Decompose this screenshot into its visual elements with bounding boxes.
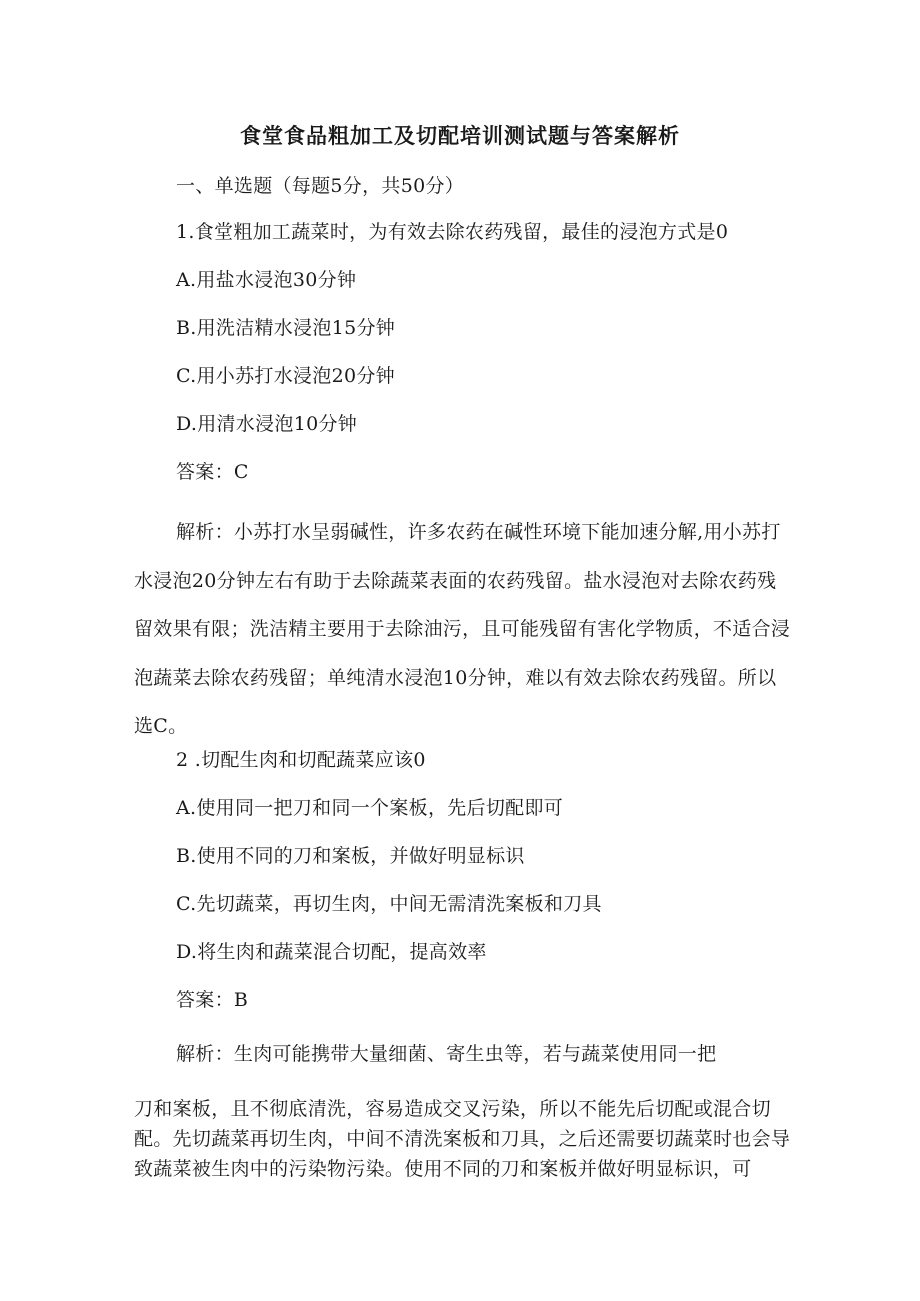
question-1-explanation: 解析：小苏打水呈弱碱性，许多农药在碱性环境下能加速分解,用小苏打水浸泡20分钟左右有助于去除蔬菜表面的农药残留。盐水浸泡对去除农药残留效果有限；洗洁精主要用于去除油污，且可能残留有害化学物质，不适合浸泡蔬菜去除农药残留；单纯清水浸泡10分钟，难以有效去除农药残留。所以选C。 <box>134 521 791 737</box>
question-2: 2 .切配生肉和切配蔬菜应该0 <box>176 749 426 771</box>
question-1-option-a: A.用盐水浸泡30分钟 <box>176 269 357 291</box>
page-title: 食堂食品粗加工及切配培训测试题与答案解析 <box>240 123 680 148</box>
question-1: 1.食堂粗加工蔬菜时，为有效去除农药残留，最佳的浸泡方式是0 <box>176 221 729 243</box>
question-1-option-c: C.用小苏打水浸泡20分钟 <box>176 365 395 387</box>
question-1-answer: 答案：C <box>176 461 249 483</box>
question-2-option-c: C.先切蔬菜，再切生肉，中间无需清洗案板和刀具 <box>176 893 602 915</box>
question-2-explanation-first-line: 解析：生肉可能携带大量细菌、寄生虫等，若与蔬菜使用同一把 <box>176 1043 717 1065</box>
question-2-option-d: D.将生肉和蔬菜混合切配，提高效率 <box>176 941 487 963</box>
question-2-answer: 答案：B <box>176 989 249 1011</box>
question-2-explanation-continued: 刀和案板，且不彻底清洗，容易造成交叉污染，所以不能先后切配或混合切配。先切蔬菜再切生肉，中间不清洗案板和刀具，之后还需要切蔬菜时也会导致蔬菜被生肉中的污染物污染。使用不同的刀和案板并做好明显标识，可 <box>134 1098 791 1180</box>
question-2-option-a: A.使用同一把刀和同一个案板，先后切配即可 <box>176 797 564 819</box>
question-2-option-b: B.使用不同的刀和案板，并做好明显标识 <box>176 845 525 867</box>
section-heading: 一、单选题（每题5分，共50分） <box>176 175 465 197</box>
question-1-option-b: B.用洗洁精水浸泡15分钟 <box>176 317 396 339</box>
question-1-option-d: D.用清水浸泡10分钟 <box>176 413 358 435</box>
